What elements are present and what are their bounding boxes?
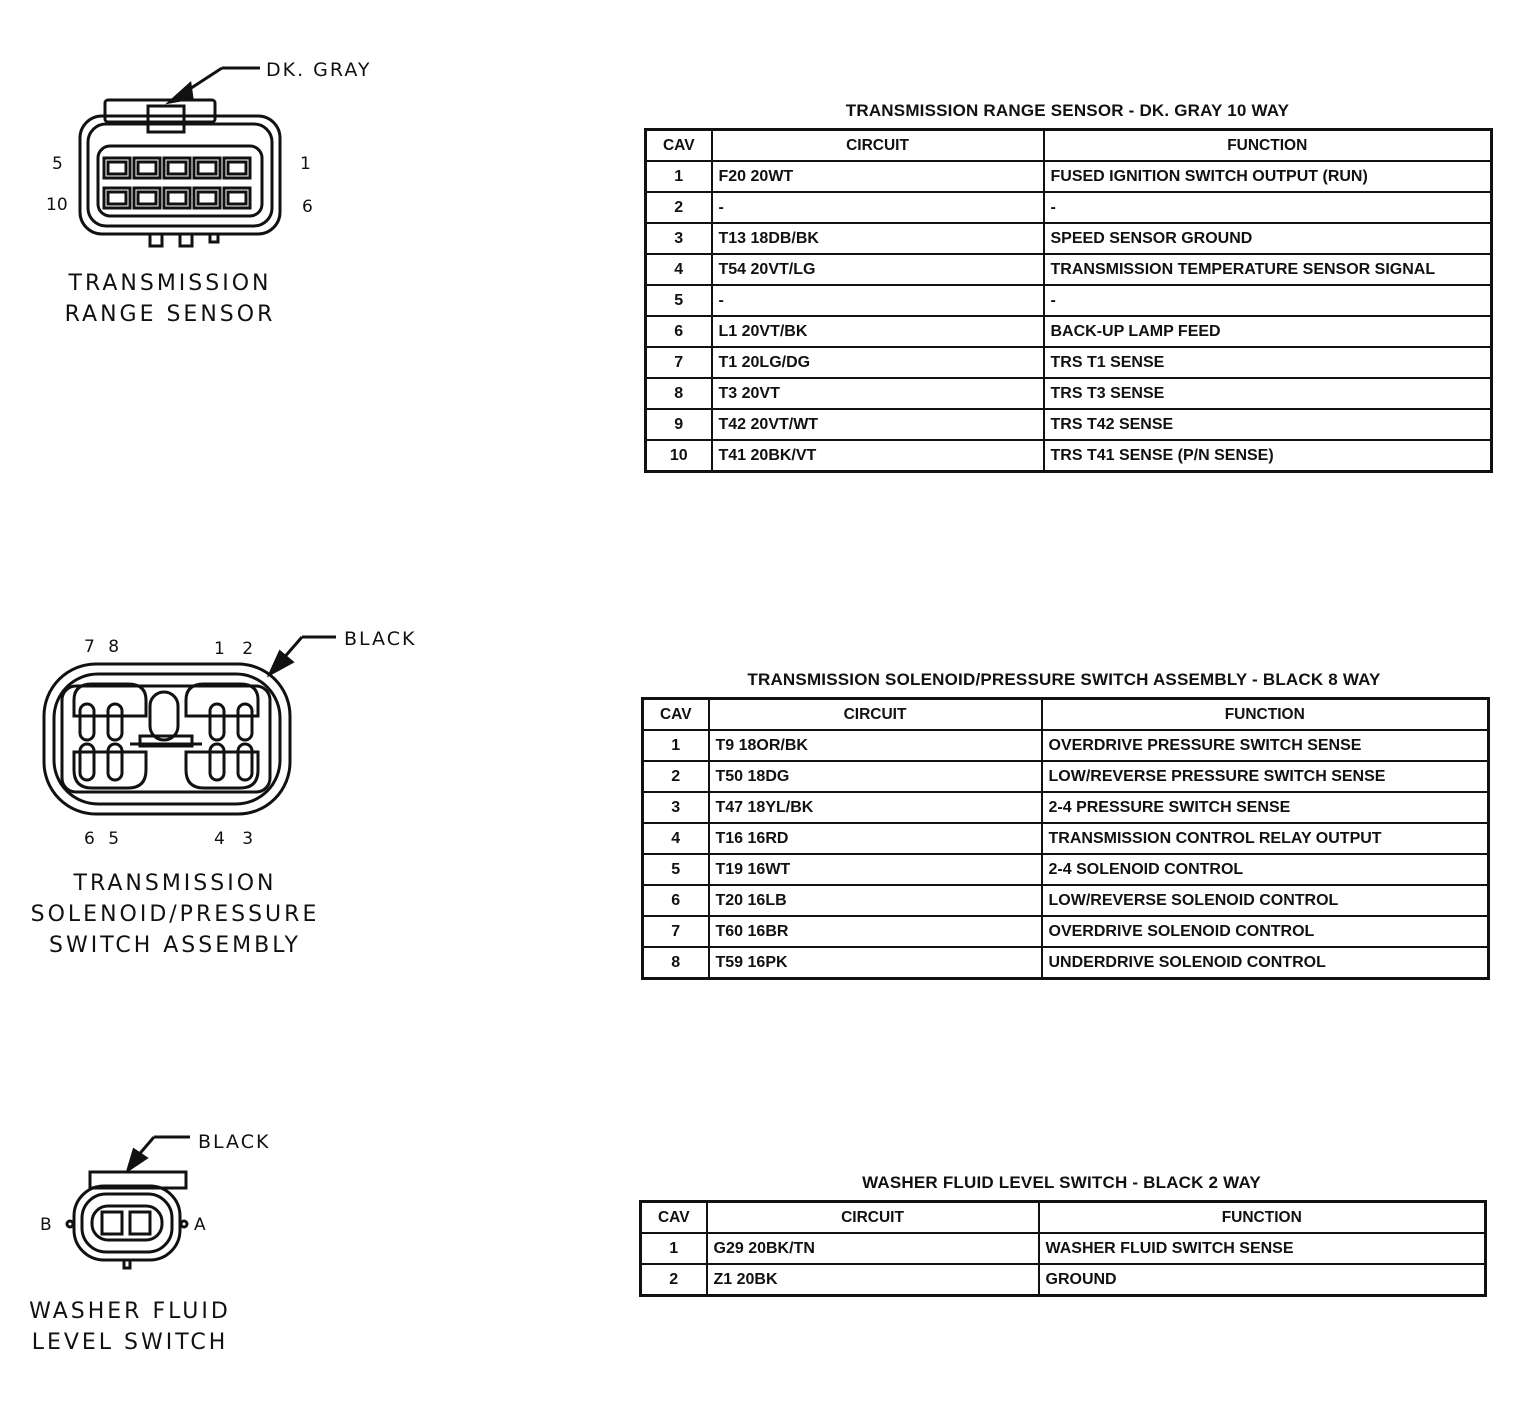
solenoid-connector-name: [20, 868, 330, 961]
cav-cell: 8: [646, 378, 712, 409]
trs-connector-diagram: [30, 50, 390, 260]
function-cell: 2-4 PRESSURE SWITCH SENSE: [1042, 792, 1489, 823]
trs-name-line-1: TRANSMISSION: [68, 271, 272, 296]
cav-cell: 1: [643, 730, 709, 761]
solenoid-table-title: TRANSMISSION SOLENOID/PRESSURE SWITCH ASSEMBLY - BLACK 8 WAY: [747, 670, 1381, 689]
cav-cell: 1: [641, 1233, 707, 1264]
washer-name-line-2: LEVEL SWITCH: [31, 1330, 229, 1355]
function-cell: LOW/REVERSE SOLENOID CONTROL: [1042, 885, 1489, 916]
circuit-cell: T3 20VT: [712, 378, 1044, 409]
circuit-cell: T54 20VT/LG: [712, 254, 1044, 285]
circuit-cell: T20 16LB: [709, 885, 1042, 916]
solenoid-pin-label-top-right: 1 2: [214, 639, 254, 659]
trs-pin-label-10: 10: [46, 195, 68, 215]
table-header-row: [643, 699, 1489, 731]
trs-name-line-2: RANGE SENSOR: [64, 302, 276, 327]
header-function: FUNCTION: [1042, 699, 1489, 731]
washer-name-line-1: WASHER FLUID: [29, 1299, 231, 1324]
header-cav: CAV: [643, 699, 709, 731]
header-circuit: CIRCUIT: [712, 130, 1044, 162]
function-cell: TRS T42 SENSE: [1044, 409, 1492, 440]
table-row: [646, 192, 1492, 223]
solenoid-name-line-2: SOLENOID/PRESSURE: [30, 902, 320, 927]
function-cell: GROUND: [1039, 1264, 1486, 1296]
circuit-cell: T41 20BK/VT: [712, 440, 1044, 472]
circuit-cell: T19 16WT: [709, 854, 1042, 885]
cav-cell: 6: [646, 316, 712, 347]
header-circuit: CIRCUIT: [707, 1202, 1039, 1234]
solenoid-pin-label-bottom-left: 6 5: [84, 829, 120, 849]
table-row: [643, 730, 1489, 761]
cav-cell: 3: [646, 223, 712, 254]
circuit-cell: T16 16RD: [709, 823, 1042, 854]
table-row: [643, 792, 1489, 823]
trs-pin-label-5: 5: [52, 154, 63, 174]
solenoid-pin-label-top-left: 7 8: [84, 637, 120, 657]
table-row: [643, 916, 1489, 947]
solenoid-name-line-1: TRANSMISSION: [73, 871, 277, 896]
table-row: [643, 854, 1489, 885]
circuit-cell: T1 20LG/DG: [712, 347, 1044, 378]
solenoid-connector-diagram: [30, 620, 430, 855]
washer-pin-label-b: B: [40, 1215, 52, 1235]
washer-color-callout: BLACK: [198, 1131, 271, 1153]
header-cav: CAV: [646, 130, 712, 162]
table-header-row: [641, 1202, 1486, 1234]
circuit-cell: -: [712, 285, 1044, 316]
solenoid-pinout-table: [641, 697, 1490, 980]
table-row: [643, 947, 1489, 979]
table-row: [643, 823, 1489, 854]
trs-table-title: TRANSMISSION RANGE SENSOR - DK. GRAY 10 WAY: [845, 101, 1290, 120]
circuit-cell: -: [712, 192, 1044, 223]
table-row: [646, 440, 1492, 472]
table-row: [641, 1233, 1486, 1264]
circuit-cell: G29 20BK/TN: [707, 1233, 1039, 1264]
trs-pinout-table: [644, 128, 1493, 473]
function-cell: OVERDRIVE SOLENOID CONTROL: [1042, 916, 1489, 947]
circuit-cell: T50 18DG: [709, 761, 1042, 792]
cav-cell: 9: [646, 409, 712, 440]
circuit-cell: T60 16BR: [709, 916, 1042, 947]
table-row: [646, 378, 1492, 409]
washer-table-title: WASHER FLUID LEVEL SWITCH - BLACK 2 WAY: [862, 1173, 1261, 1192]
table-row: [641, 1264, 1486, 1296]
function-cell: -: [1044, 285, 1492, 316]
circuit-cell: Z1 20BK: [707, 1264, 1039, 1296]
circuit-cell: F20 20WT: [712, 161, 1044, 192]
function-cell: UNDERDRIVE SOLENOID CONTROL: [1042, 947, 1489, 979]
cav-cell: 7: [646, 347, 712, 378]
function-cell: TRS T3 SENSE: [1044, 378, 1492, 409]
cav-cell: 5: [643, 854, 709, 885]
cav-cell: 5: [646, 285, 712, 316]
solenoid-color-callout: BLACK: [344, 628, 417, 650]
function-cell: TRS T1 SENSE: [1044, 347, 1492, 378]
function-cell: TRS T41 SENSE (P/N SENSE): [1044, 440, 1492, 472]
table-row: [646, 161, 1492, 192]
cav-cell: 2: [643, 761, 709, 792]
function-cell: -: [1044, 192, 1492, 223]
trs-color-callout: DK. GRAY: [266, 59, 372, 81]
washer-connector-diagram: [30, 1120, 330, 1280]
table-row: [643, 885, 1489, 916]
cav-cell: 8: [643, 947, 709, 979]
cav-cell: 2: [641, 1264, 707, 1296]
trs-pin-label-6: 6: [302, 197, 313, 217]
header-cav: CAV: [641, 1202, 707, 1234]
header-circuit: CIRCUIT: [709, 699, 1042, 731]
circuit-cell: T47 18YL/BK: [709, 792, 1042, 823]
function-cell: OVERDRIVE PRESSURE SWITCH SENSE: [1042, 730, 1489, 761]
circuit-cell: L1 20VT/BK: [712, 316, 1044, 347]
cav-cell: 10: [646, 440, 712, 472]
table-row: [646, 347, 1492, 378]
function-cell: WASHER FLUID SWITCH SENSE: [1039, 1233, 1486, 1264]
circuit-cell: T9 18OR/BK: [709, 730, 1042, 761]
trs-pin-label-1: 1: [300, 154, 311, 174]
table-row: [646, 409, 1492, 440]
cav-cell: 4: [646, 254, 712, 285]
function-cell: BACK-UP LAMP FEED: [1044, 316, 1492, 347]
function-cell: 2-4 SOLENOID CONTROL: [1042, 854, 1489, 885]
circuit-cell: T13 18DB/BK: [712, 223, 1044, 254]
table-header-row: [646, 130, 1492, 162]
cav-cell: 7: [643, 916, 709, 947]
solenoid-pin-label-bottom-right: 4 3: [214, 829, 254, 849]
header-function: FUNCTION: [1044, 130, 1492, 162]
function-cell: SPEED SENSOR GROUND: [1044, 223, 1492, 254]
function-cell: TRANSMISSION TEMPERATURE SENSOR SIGNAL: [1044, 254, 1492, 285]
function-cell: FUSED IGNITION SWITCH OUTPUT (RUN): [1044, 161, 1492, 192]
cav-cell: 2: [646, 192, 712, 223]
cav-cell: 6: [643, 885, 709, 916]
function-cell: TRANSMISSION CONTROL RELAY OUTPUT: [1042, 823, 1489, 854]
washer-connector-name: [20, 1296, 240, 1358]
washer-pin-label-a: A: [194, 1215, 206, 1235]
cav-cell: 1: [646, 161, 712, 192]
cav-cell: 4: [643, 823, 709, 854]
function-cell: LOW/REVERSE PRESSURE SWITCH SENSE: [1042, 761, 1489, 792]
circuit-cell: T59 16PK: [709, 947, 1042, 979]
circuit-cell: T42 20VT/WT: [712, 409, 1044, 440]
trs-connector-name: [40, 268, 300, 330]
solenoid-name-line-3: SWITCH ASSEMBLY: [49, 933, 301, 958]
washer-pinout-table: [639, 1200, 1487, 1297]
cav-cell: 3: [643, 792, 709, 823]
table-row: [646, 285, 1492, 316]
table-row: [646, 223, 1492, 254]
table-row: [646, 316, 1492, 347]
table-row: [643, 761, 1489, 792]
table-row: [646, 254, 1492, 285]
header-function: FUNCTION: [1039, 1202, 1486, 1234]
